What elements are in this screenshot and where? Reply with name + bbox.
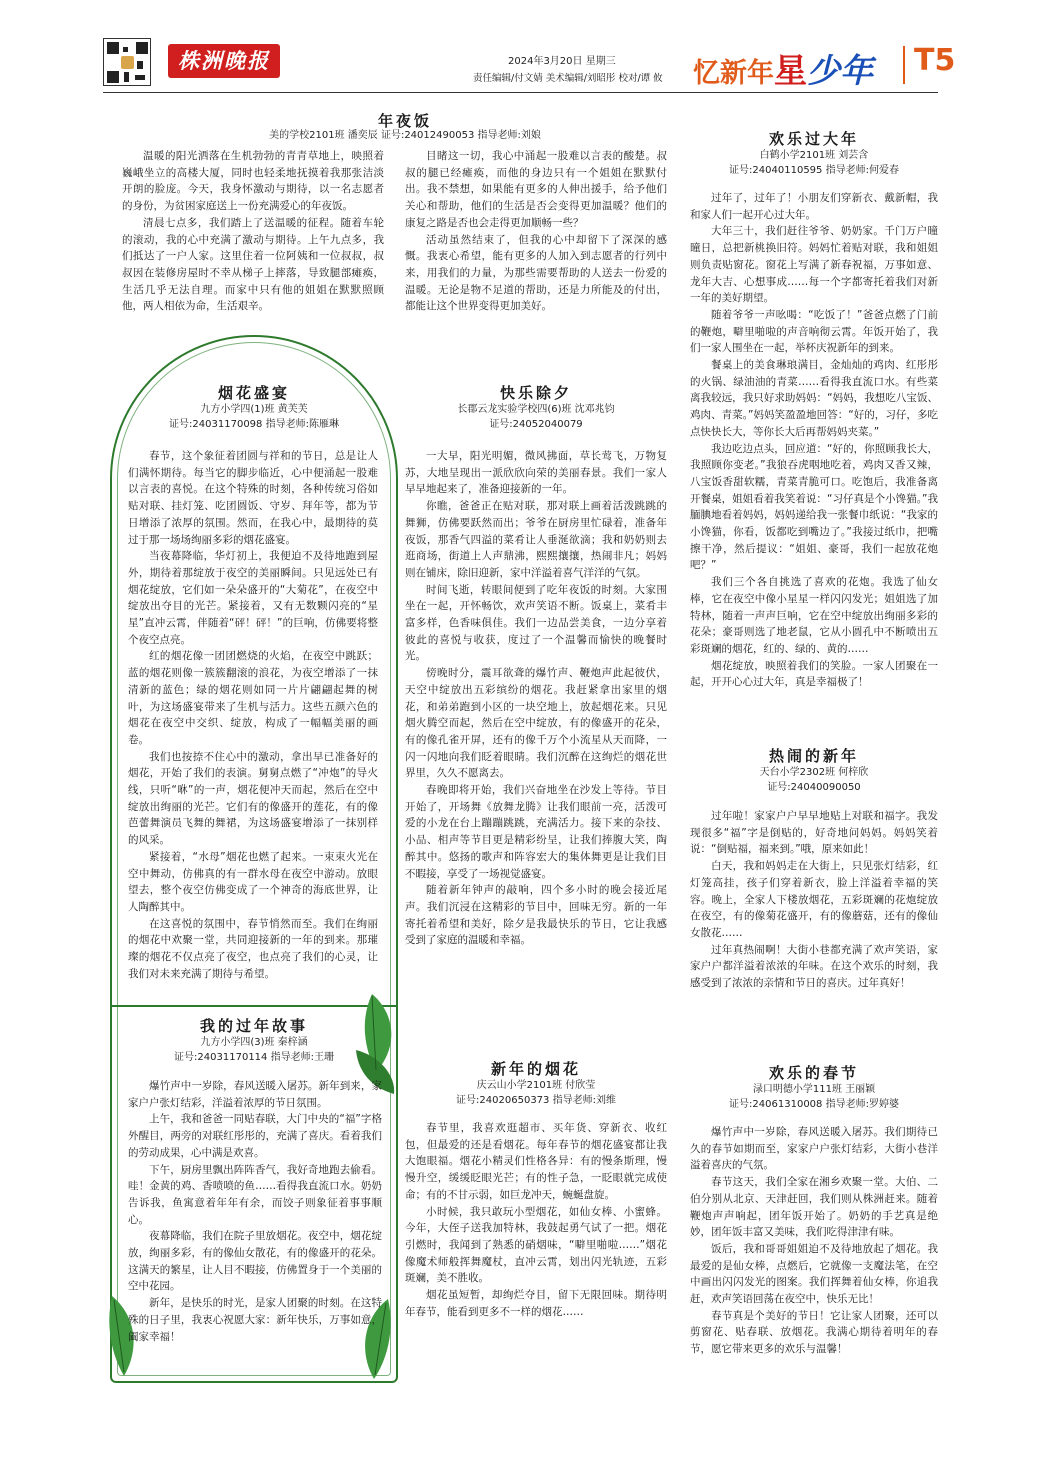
article-title-huanleguodanian: 欢乐过大年 [768, 130, 859, 148]
article-body-nianyefan-col2 [405, 148, 667, 315]
paragraph: 紧接着，“水母”烟花也燃了起来。一束束火光在空中舞动，仿佛真的有一群水母在夜空中游动。放眼望去，整个夜空仿佛变成了一个神奇的海底世界，让人陶醉其中。 [128, 850, 378, 913]
paragraph: 小时候，我只敢玩小型烟花，如仙女棒、小蜜蜂。今年，大侄子送我加特林，我鼓起勇气试了一把。烟花引燃时，我闻到了熟悉的硝烟味，“噼里啪啦……”烟花像魔术师般挥舞魔杖，直冲云霄，划出闪光轨迹，五彩斑斓，美不胜收。 [405, 1205, 667, 1285]
article-meta-huanledechunjie-cert: 证号:24061310008 指导老师:罗婷婆 [729, 1099, 899, 1110]
paragraph: 清晨七点多，我们踏上了送温暖的征程。随着车轮的滚动，我的心中充满了激动与期待。上午九点多，我们抵达了一户人家。这里住着一位阿姨和一位叔叔，叔叔因在装修房屋时不幸从梯子上摔落，导致腿部瘫痪，生活几乎无法自理。而家中只有他的姐姐在默默照顾他，两人相依为命，生活艰辛。 [122, 216, 384, 313]
paragraph: 爆竹声中一岁除，春风送暖入屠苏。新年到来，家家户户张灯结彩，洋溢着浓厚的节日氛围。 [128, 1080, 382, 1109]
paragraph: 在这喜悦的氛围中，春节悄然而至。我们在绚丽的烟花中欢聚一堂，共同迎接新的一年的到来。那璀璨的烟花不仅点亮了夜空，也点亮了我们的心灵，让我们对未来充满了期待与希望。 [128, 917, 378, 980]
paragraph: 我们也按捺不住心中的激动，拿出早已准备好的烟花，开始了我们的表演。舅舅点燃了“冲炮”的导火线，只听“咻”的一声，烟花便冲天而起，然后在空中绽放出绚丽的光芒。它们有的像盛开的莲花，有的像芭蕾舞演员飞舞的舞裙，为这场盛宴增添了一抹别样的风采。 [128, 750, 378, 847]
paragraph: 上午，我和爸爸一同贴春联，大门中央的“福”字格外醒目，两旁的对联红彤彤的，充满了喜庆。看着我们的劳动成果，心中满是欢喜。 [128, 1113, 382, 1159]
paragraph: 餐桌上的美食琳琅满目，金灿灿的鸡肉、红彤彤的火锅、绿油油的青菜……看得我直流口水。有些菜离我较远，我只好求助妈妈：“妈妈，我想吃八宝饭、鸡肉、青菜。”妈妈笑盈盈地回答：“好的，习仔，多吃点快快长大，等你长大后再帮妈妈夹菜。” [690, 359, 938, 438]
paragraph: 一大早，阳光明媚，微风拂面，草长莺飞，万物复苏，大地呈现出一派欣欣向荣的美丽春景。我们一家人早早地起来了，准备迎接新的一年。 [405, 450, 667, 496]
paragraph: 烟花绽放，映照着我们的笑脸。一家人团聚在一起，开开心心过大年，真是幸福极了！ [690, 659, 938, 689]
article-meta-huanleguodanian-cert: 证号:24040110595 指导老师:何爱春 [729, 165, 899, 176]
paragraph: 夜幕降临，我们在院子里放烟花。夜空中，烟花绽放，绚丽多彩，有的像仙女散花，有的像盛开的花朵。这满天的繁星，让人目不暇接，仿佛置身于一个美丽的空中花园。 [128, 1230, 382, 1293]
article-meta-renaodexinnian-author: 天台小学2302班 何梓欣 [759, 767, 869, 778]
paragraph: 白天，我和妈妈走在大街上，只见张灯结彩，红灯笼高挂，孩子们穿着新衣，脸上洋溢着幸福的笑容。晚上，全家人下楼放烟花，五彩斑斓的花炮绽放在夜空，有的像菊花盛开，有的像蘑菇，还有的像仙女散花…… [690, 860, 938, 939]
article-body-huanleguodanian [690, 190, 938, 691]
page-number: T5 [914, 43, 956, 78]
paragraph: 随着爷爷一声吆喝：“吃饭了！”爸爸点燃了门前的鞭炮，噼里啪啦的声音响彻云霄。年饭开始了，我们一家人围坐在一起，举杯庆祝新年的到来。 [690, 308, 938, 355]
paragraph: 新年，是快乐的时光，是家人团聚的时刻。在这特殊的日子里，我衷心祝愿大家：新年快乐，万事如意，阖家幸福！ [128, 1297, 382, 1343]
article-title-kuaileshuxi: 快乐除夕 [499, 384, 572, 402]
article-meta-huanleguodanian-author: 白鹤小学2101班 刘芸含 [759, 150, 869, 161]
paragraph: 随着新年钟声的敲响，四个多小时的晚会接近尾声。我们沉浸在这精彩的节目中，回味无穷。新的一年寄托着希望和美好，除夕是我最快乐的节日，它让我感受到了家庭的温暖和幸福。 [405, 884, 667, 947]
article-title-nianyefan: 年夜饭 [377, 112, 432, 130]
paragraph: 下午，厨房里飘出阵阵香气，我好奇地跑去偷看。哇！金黄的鸡、香喷喷的鱼……看得我直流口水。奶奶告诉我，鱼寓意着年年有余，而饺子则象征着事事顺心。 [128, 1163, 382, 1226]
editor-credits: 责任编辑/付文婧 美术编辑/刘昭彤 校对/谭 攸 [473, 73, 663, 84]
page-section-name [693, 45, 873, 92]
paragraph: 春晚即将开始，我们兴奋地坐在沙发上等待。节目开始了，开场舞《放舞龙腾》让我们眼前一亮，活泼可爱的小龙在台上蹦蹦跳跳，充满活力。接下来的杂技、小品、相声等节目更是精彩纷呈，让我们捧腹大笑，陶醉其中。悠扬的歌声和阵容宏大的集体舞更是让我们目不暇接，享受了一场视觉盛宴。 [405, 784, 667, 880]
paragraph: 傍晚时分，震耳欲聋的爆竹声、鞭炮声此起彼伏，天空中绽放出五彩缤纷的烟花。我赶紧拿出家里的烟花，和弟弟跑到小区的一块空地上，放起烟花来。只见烟火腾空而起，然后在空中绽放，有的像盛开的花朵，有的像孔雀开屏，还有的像千万个小流星从天而降，一闪一闪地向我们眨着眼睛。我们沉醉在这绚烂的烟花世界里，久久不愿离去。 [405, 667, 667, 780]
article-meta-kuaileshuxi-cert: 证号:24052040079 [489, 419, 583, 430]
article-meta-yanhuashengyan-author: 九方小学四(1)班 黄芙芙 [200, 404, 308, 415]
paragraph: 过年啦！家家户户早早地贴上对联和福字。我发现很多“福”字是倒贴的，好奇地问妈妈。妈妈笑着说：“倒贴福，福来到。”哦，原来如此！ [690, 810, 938, 856]
paragraph: 爆竹声中一岁除，春风送暖入屠苏。我们期待已久的春节如期而至，家家户户张灯结彩，大街小巷洋溢着喜庆的气氛。 [690, 1126, 938, 1172]
qr-code-icon [103, 38, 151, 86]
article-title-xinniandeyanhua: 新年的烟花 [490, 1060, 581, 1078]
paragraph: 红的烟花像一团团燃烧的火焰，在夜空中跳跃；蓝的烟花则像一簇簇翻滚的浪花，为夜空增添了一抹清新的蓝色；绿的烟花则如同一片片翩翩起舞的树叶，为这场盛宴带来了生机与活力。这些五颜六色的烟花在夜空中交织、绽放，构成了一幅幅美丽的画卷。 [128, 650, 378, 746]
paragraph: 春节真是个美好的节日！它让家人团聚，还可以剪窗花、贴春联、放烟花。我满心期待着明年的春节，愿它带来更多的欢乐与温馨！ [690, 1309, 938, 1356]
paragraph: 春节里，我喜欢逛超市、买年货、穿新衣、收红包，但最爱的还是看烟花。每年春节的烟花盛宴都让我大饱眼福。烟花小精灵们性格各异：有的慢条斯理，慢慢升空，缓缓眨眼光芒；有的性子急，一眨眼就完成使命；有的不甘示弱，如巨龙冲天，蜿蜒盘旋。 [405, 1122, 667, 1201]
paragraph: 过年真热闹啊！大街小巷都充满了欢声笑语，家家户户都洋溢着浓浓的年味。在这个欢乐的时刻，我感受到了浓浓的亲情和节日的喜庆。过年真好！ [690, 943, 938, 990]
paragraph: 当夜幕降临，华灯初上，我便迫不及待地跑到屋外，期待着那绽放于夜空的美丽瞬间。只见远处已有烟花绽放，它们如一朵朵盛开的“大菊花”，在夜空中绽放出夺目的光芒。紧接着，又有无数颗闪亮的“星星”直冲云霄，伴随着“砰！砰！”的巨响，仿佛要将整个夜空点亮。 [128, 550, 378, 646]
article-meta-huanledechunjie-author: 渌口明德小学111班 王丽颖 [752, 1084, 876, 1095]
article-body-wodeguonian [128, 1078, 382, 1345]
article-meta-xinniandeyanhua-cert: 证号:24020650373 指导老师:刘维 [456, 1095, 616, 1106]
paragraph: 你瞧，爸爸正在贴对联，那对联上画着活泼跳跳的舞狮，仿佛要跃然而出；爷爷在厨房里忙碌着，准备年夜饭，那香气四溢的菜肴让人垂涎欲滴；我和奶奶则去逛商场，街道上人声鼎沸，熙熙攘攘，热闹非凡；妈妈则在铺床，除旧迎新，家中洋溢着喜气洋洋的气氛。 [405, 500, 667, 579]
paragraph: 大年三十，我们赶往爷爷、奶奶家。千门万户曈曈日，总把新桃换旧符。妈妈忙着贴对联，我和姐姐则负责贴窗花。窗花上写满了新春祝福，万事如意、龙年大吉、心想事成……每一个字都寄托着我们对新一年的美好期望。 [690, 225, 938, 305]
paragraph: 春节，这个象征着团圆与祥和的节日，总是让人们满怀期待。每当它的脚步临近，心中便涌起一股难以言表的喜悦。在这个特殊的时刻，各种传统习俗如贴对联、挂灯笼、吃团圆饭、守岁、拜年等，都为节日增添了浓厚的氛围。然而，在我心中，最期待的莫过于那一场场绚丽多彩的烟花盛宴。 [128, 450, 378, 546]
page-header [0, 0, 1039, 92]
article-meta-nianyefan: 美的学校2101班 潘奕辰 证号:24012490053 指导老师:刘娘 [269, 130, 541, 141]
article-meta-kuaileshuxi-author: 长郡云龙实验学校四(6)班 沈邓兆钧 [457, 404, 615, 415]
article-body-kuaileshuxi [405, 448, 667, 949]
paragraph: 春节这天，我们全家在湘乡欢聚一堂。大伯、二伯分别从北京、天津赶回，我们则从株洲赶来。随着鞭炮声声响起，团年饭开始了。奶奶的手艺真是绝妙，团年饭丰富又美味，我们吃得津津有味。 [690, 1176, 938, 1239]
paragraph: 温暖的阳光洒落在生机勃勃的青青草地上，映照着巍峨坐立的高楼大厦，同时也轻柔地抚摸着我那张洁淡开朗的脸庞。今天，我身怀激动与期待，以一名志愿者的身份，为贫困家庭送上一份充满爱心的年夜饭。 [122, 150, 384, 213]
issue-date: 2024年3月20日 星期三 [508, 56, 616, 67]
article-meta-xinniandeyanhua-author: 庆云山小学2101班 付欣莹 [476, 1080, 596, 1091]
article-title-huanledechunjie: 欢乐的春节 [768, 1064, 859, 1082]
article-title-yanhuashengyan: 烟花盛宴 [217, 384, 290, 402]
article-meta-renaodexinnian-cert: 证号:24040090050 [767, 782, 861, 793]
article-meta-wodeguonian-cert: 证号:24031170114 指导老师:王珊 [174, 1052, 334, 1063]
article-title-wodeguonian: 我的过年故事 [199, 1017, 308, 1035]
paragraph: 时间飞逝，转眼间便到了吃年夜饭的时刻。大家围坐在一起，开怀畅饮，欢声笑语不断。饭桌上，菜肴丰富多样，色香味俱佳。我们一边品尝美食，一边分享着彼此的喜悦与收获，度过了一个温馨而愉快的晚餐时光。 [405, 583, 667, 663]
article-body-renaodexinnian [690, 808, 938, 992]
article-body-xinniandeyanhua [405, 1120, 667, 1320]
paragraph: 我边吃边点头，回应道：“好的，你照顾我长大，我照顾你变老。”我狼吞虎咽地吃着，鸡肉又香又辣，八宝饭香甜软糯，青菜青脆可口。吃饱后，我准备离开餐桌，姐姐看着我笑着说：“习仔真是个小馋猫。”我腼腆地看着妈妈，妈妈递给我一张餐巾纸说：“我家的小馋猫，你看，饭都吃到嘴边了。”我接过纸巾，把嘴擦干净，然后提议：“姐姐、豪哥，我们一起放花炮吧？” [690, 442, 938, 572]
article-body-nianyefan-col1 [122, 148, 384, 315]
article-meta-wodeguonian-author: 九方小学四(3)班 秦梓涵 [200, 1037, 308, 1048]
page-name-xing: 星 [774, 51, 807, 90]
paragraph: 我们三个各自挑选了喜欢的花炮。我选了仙女棒，它在夜空中像小星星一样闪闪发光；姐姐选了加特林，随着一声声巨响，它在空中绽放出绚丽多彩的花朵；豪哥则选了地老鼠，它从小圆孔中不断喷出五彩斑斓的烟花，红的、绿的、黄的…… [690, 576, 938, 655]
paragraph: 过年了，过年了！小朋友们穿新衣、戴新帽，我和家人们一起开心过大年。 [690, 192, 938, 221]
page-name-prefix: 忆新年 [693, 58, 774, 89]
page-name-shaonian: 少年 [807, 51, 873, 90]
paragraph: 活动虽然结束了，但我的心中却留下了深深的感慨。我衷心希望，能有更多的人加入到志愿者的行列中来，用我们的力量，为那些需要帮助的人送去一份爱的温暖。无论是物不足道的帮助，还是力所能及的付出，都能让这个世界变得更加美好。 [405, 233, 667, 313]
header-rule [103, 92, 938, 93]
header-separator [903, 46, 905, 84]
paragraph: 饭后，我和哥哥姐姐迫不及待地放起了烟花。我最爱的是仙女棒，点燃后，它就像一支魔法笔，在空中画出闪闪发光的图案。我们挥舞着仙女棒，你追我赶，欢声笑语回荡在夜空中，快乐无比！ [690, 1242, 938, 1306]
article-meta-yanhuashengyan-cert: 证号:24031170098 指导老师:陈雁琳 [169, 419, 339, 430]
article-body-yanhuashengyan [128, 448, 378, 983]
paragraph: 烟花虽短暂，却绚烂夺目，留下无限回味。期待明年春节，能看到更多不一样的烟花…… [405, 1289, 667, 1318]
article-body-huanledechunjie [690, 1124, 938, 1358]
article-title-renaodexinnian: 热闹的新年 [768, 747, 859, 765]
newspaper-logo: 株洲晚报 [168, 44, 280, 78]
paragraph: 目睹这一切，我心中涌起一股难以言表的酸楚。叔叔的腿已经瘫痪，而他的身边只有一个姐姐在默默付出。我不禁想，如果能有更多的人伸出援手，给予他们关心和帮助，他们的生活是否会变得更加温暖？他们的康复之路是否也会走得更加顺畅一些？ [405, 150, 667, 229]
